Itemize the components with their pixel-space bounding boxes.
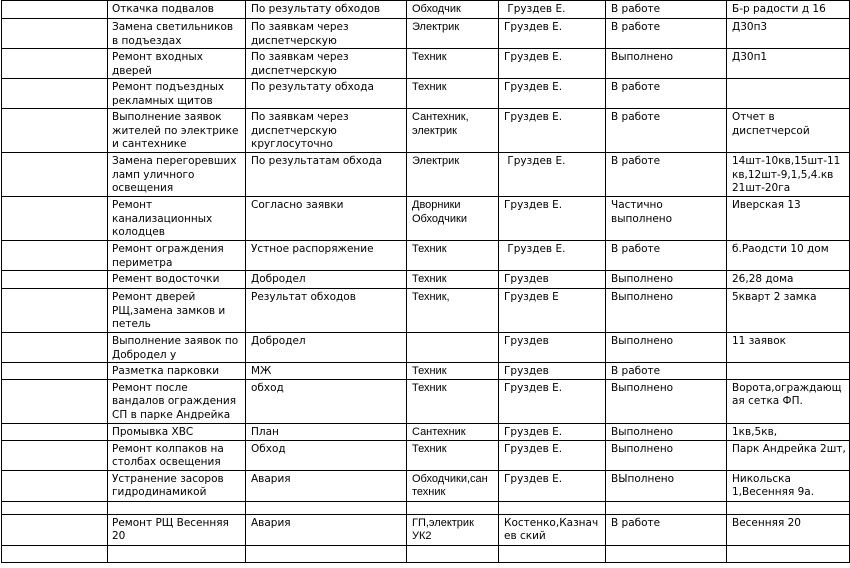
- cell-text: Электрик: [412, 155, 460, 167]
- basis-cell: [246, 440, 407, 470]
- cell-text: Груздев Е.: [504, 51, 563, 63]
- cell-text: 5кварт 2 замка: [732, 291, 817, 303]
- executor-role-cell: [407, 423, 499, 440]
- status-cell: [606, 19, 727, 49]
- task-cell: [108, 197, 246, 241]
- table-row: [2, 545, 850, 562]
- status-cell: [606, 379, 727, 423]
- responsible-cell: [499, 501, 606, 514]
- note-cell: [727, 1, 850, 19]
- note-cell: [727, 363, 850, 380]
- note-cell: [727, 19, 850, 49]
- cell-text: 26,28 дома: [732, 273, 794, 285]
- cell-text: Груздев: [504, 273, 549, 285]
- cell-text: Ремонт подъездных рекламных щитов: [112, 81, 228, 107]
- note-cell: [727, 271, 850, 289]
- cell-text: По заявкам через диспетчерскую: [251, 21, 352, 47]
- row-index-cell: [2, 197, 108, 241]
- note-cell: [727, 241, 850, 271]
- cell-text: В работе: [611, 81, 661, 93]
- cell-text: По заявкам через диспетчерскую: [251, 51, 352, 77]
- executor-role-cell: [407, 79, 499, 109]
- cell-text: 11 заявок: [732, 335, 786, 347]
- table-row: [2, 470, 850, 501]
- work-report-table: [1, 0, 850, 563]
- cell-text: Груздев Е.: [504, 199, 563, 211]
- cell-text: В работе: [611, 111, 661, 123]
- responsible-cell: [499, 197, 606, 241]
- task-cell: [108, 49, 246, 79]
- cell-text: Иверская 13: [732, 199, 801, 211]
- cell-text: Груздев Е.: [504, 425, 563, 438]
- table-row: [2, 49, 850, 79]
- status-cell: [606, 109, 727, 153]
- cell-text: В работе: [611, 516, 661, 529]
- row-index-cell: [2, 19, 108, 49]
- cell-text: Ремонт входных дверей: [112, 51, 207, 77]
- note-cell: [727, 49, 850, 79]
- responsible-cell: [499, 49, 606, 79]
- cell-text: Сантехник, электрик: [412, 111, 472, 137]
- cell-text: Отчет в диспетчерсой: [732, 111, 810, 137]
- row-index-cell: [2, 109, 108, 153]
- row-index-cell: [2, 271, 108, 289]
- cell-text: Техник: [412, 243, 447, 255]
- basis-cell: [246, 1, 407, 19]
- cell-text: Парк Андрейка 2шт,: [732, 442, 846, 455]
- task-cell: [108, 289, 246, 333]
- cell-text: Техник: [412, 51, 447, 63]
- cell-text: Ремонт после вандалов ограждения СП в парке Андрейка: [112, 381, 240, 421]
- executor-role-cell: [407, 379, 499, 423]
- cell-text: Техник: [412, 81, 447, 93]
- cell-text: Ремонт ограждения периметра: [112, 243, 228, 269]
- basis-cell: [246, 197, 407, 241]
- table-row: [2, 363, 850, 380]
- cell-text: По результату обходов: [251, 3, 381, 15]
- responsible-cell: [499, 363, 606, 380]
- cell-text: В работе: [611, 155, 661, 167]
- task-cell: [108, 241, 246, 271]
- cell-text: 14шт-10кв,15шт-11кв,12шт-9,1,5,4.кв 21шт-20га: [732, 155, 841, 194]
- cell-text: Выполнение заявок жителей по электрике и сантехнике: [112, 111, 242, 150]
- basis-cell: [246, 109, 407, 153]
- note-cell: [727, 197, 850, 241]
- cell-text: 1кв,5кв,: [732, 425, 778, 438]
- note-cell: [727, 79, 850, 109]
- cell-text: Д30п1: [732, 51, 768, 63]
- row-index-cell: [2, 363, 108, 380]
- executor-role-cell: [407, 1, 499, 19]
- cell-text: Дворники Обходчики: [412, 199, 467, 225]
- executor-role-cell: [407, 501, 499, 514]
- responsible-cell: [499, 333, 606, 363]
- cell-text: ГП,электрик УК2: [412, 516, 477, 542]
- task-cell: [108, 109, 246, 153]
- executor-role-cell: [407, 271, 499, 289]
- executor-role-cell: [407, 241, 499, 271]
- cell-text: Устранение засоров гидродинамикой: [112, 472, 228, 498]
- cell-text: Груздев Е.: [504, 381, 563, 394]
- row-index-cell: [2, 289, 108, 333]
- cell-text: Груздев Е.: [504, 81, 563, 93]
- table-row: [2, 333, 850, 363]
- responsible-cell: [499, 19, 606, 49]
- status-cell: [606, 501, 727, 514]
- responsible-cell: [499, 545, 606, 562]
- table-row: [2, 440, 850, 470]
- cell-text: Промывка ХВС: [112, 425, 194, 438]
- cell-text: Груздев Е.: [504, 111, 563, 123]
- cell-text: Согласно заявки: [251, 199, 344, 211]
- row-index-cell: [2, 423, 108, 440]
- row-index-cell: [2, 241, 108, 271]
- cell-text: Груздев: [504, 335, 549, 347]
- cell-text: Обходчик: [412, 3, 461, 15]
- status-cell: [606, 363, 727, 380]
- cell-text: Груздев Е.: [504, 21, 563, 33]
- cell-text: Электрик: [412, 21, 460, 33]
- table-row: [2, 79, 850, 109]
- cell-text: Груздев Е.: [504, 3, 566, 15]
- task-cell: [108, 1, 246, 19]
- cell-text: Добродел: [251, 335, 306, 347]
- cell-text: Ремонт РЩ Весенняя 20: [112, 516, 233, 542]
- executor-role-cell: [407, 545, 499, 562]
- cell-text: Д30п3: [732, 21, 768, 33]
- table-row: [2, 109, 850, 153]
- status-cell: [606, 545, 727, 562]
- cell-text: Груздев: [504, 365, 549, 377]
- cell-text: Устное распоряжение: [251, 243, 374, 255]
- table-row: [2, 19, 850, 49]
- cell-text: Техник,: [412, 291, 450, 303]
- cell-text: Груздев Е.: [504, 472, 563, 485]
- note-cell: [727, 379, 850, 423]
- cell-text: Замена перегоревших ламп уличного освещения: [112, 155, 240, 194]
- cell-text: Костенко,Казначев ский: [504, 516, 599, 542]
- table-row: [2, 379, 850, 423]
- note-cell: [727, 440, 850, 470]
- cell-text: Груздев Е.: [504, 155, 566, 167]
- cell-text: Выполнено: [611, 425, 674, 438]
- cell-text: Авария: [251, 516, 291, 529]
- cell-text: Откачка подвалов: [112, 3, 214, 15]
- task-cell: [108, 19, 246, 49]
- row-index-cell: [2, 440, 108, 470]
- cell-text: Ворота,ограждающая сетка ФП.: [732, 381, 842, 407]
- responsible-cell: [499, 1, 606, 19]
- basis-cell: [246, 19, 407, 49]
- cell-text: Ремонт канализационных колодцев: [112, 199, 216, 238]
- executor-role-cell: [407, 514, 499, 545]
- cell-text: Результат обходов: [251, 291, 356, 303]
- basis-cell: [246, 333, 407, 363]
- cell-text: Б-р радости д 16: [732, 3, 826, 15]
- cell-text: По заявкам через диспетчерскую круглосуточно: [251, 111, 352, 150]
- status-cell: [606, 197, 727, 241]
- cell-text: Сантехник: [412, 425, 466, 438]
- basis-cell: [246, 545, 407, 562]
- basis-cell: [246, 289, 407, 333]
- cell-text: Никольска 1,Весенняя 9а.: [732, 472, 815, 498]
- responsible-cell: [499, 153, 606, 197]
- cell-text: В работе: [611, 365, 661, 377]
- table-row: [2, 289, 850, 333]
- row-index-cell: [2, 1, 108, 19]
- basis-cell: [246, 501, 407, 514]
- executor-role-cell: [407, 333, 499, 363]
- status-cell: [606, 423, 727, 440]
- status-cell: [606, 241, 727, 271]
- executor-role-cell: [407, 470, 499, 501]
- responsible-cell: [499, 423, 606, 440]
- task-cell: [108, 153, 246, 197]
- task-cell: [108, 545, 246, 562]
- status-cell: [606, 49, 727, 79]
- cell-text: Обходчики,сан техник: [412, 472, 491, 498]
- cell-text: Груздев Е: [504, 291, 559, 303]
- row-index-cell: [2, 79, 108, 109]
- basis-cell: [246, 49, 407, 79]
- responsible-cell: [499, 289, 606, 333]
- executor-role-cell: [407, 153, 499, 197]
- row-index-cell: [2, 333, 108, 363]
- cell-text: По результату обхода: [251, 81, 374, 93]
- cell-text: План: [251, 425, 279, 438]
- executor-role-cell: [407, 289, 499, 333]
- row-index-cell: [2, 470, 108, 501]
- cell-text: Ремонт дверей РЩ,замена замков и петель: [112, 291, 229, 330]
- cell-text: Весенняя 20: [732, 516, 801, 529]
- basis-cell: [246, 423, 407, 440]
- cell-text: В работе: [611, 243, 661, 255]
- executor-role-cell: [407, 19, 499, 49]
- responsible-cell: [499, 271, 606, 289]
- cell-text: Техник: [412, 442, 447, 455]
- cell-text: Выполнение заявок по Добродел у: [112, 335, 242, 361]
- responsible-cell: [499, 440, 606, 470]
- note-cell: [727, 501, 850, 514]
- status-cell: [606, 79, 727, 109]
- status-cell: [606, 440, 727, 470]
- cell-text: Выполнено: [611, 291, 674, 303]
- row-index-cell: [2, 501, 108, 514]
- executor-role-cell: [407, 109, 499, 153]
- cell-text: Разметка парковки: [112, 365, 220, 377]
- basis-cell: [246, 514, 407, 545]
- basis-cell: [246, 153, 407, 197]
- cell-text: ВЫполнено: [611, 472, 675, 485]
- cell-text: Частично выполнено: [611, 199, 673, 225]
- task-cell: [108, 379, 246, 423]
- status-cell: [606, 1, 727, 19]
- note-cell: [727, 470, 850, 501]
- cell-text: Авария: [251, 472, 291, 485]
- table-row: [2, 1, 850, 19]
- cell-text: Замена светильников в подъездах: [112, 21, 237, 47]
- responsible-cell: [499, 470, 606, 501]
- responsible-cell: [499, 379, 606, 423]
- note-cell: [727, 289, 850, 333]
- row-index-cell: [2, 514, 108, 545]
- table-row: [2, 514, 850, 545]
- basis-cell: [246, 241, 407, 271]
- status-cell: [606, 271, 727, 289]
- responsible-cell: [499, 241, 606, 271]
- cell-text: Груздев Е.: [504, 442, 563, 455]
- task-cell: [108, 440, 246, 470]
- table-row: [2, 423, 850, 440]
- task-cell: [108, 363, 246, 380]
- cell-text: Ремонт колпаков на столбах освещения: [112, 442, 228, 468]
- basis-cell: [246, 363, 407, 380]
- task-cell: [108, 470, 246, 501]
- executor-role-cell: [407, 49, 499, 79]
- note-cell: [727, 109, 850, 153]
- executor-role-cell: [407, 197, 499, 241]
- cell-text: Техник: [412, 381, 447, 394]
- basis-cell: [246, 379, 407, 423]
- task-cell: [108, 271, 246, 289]
- row-index-cell: [2, 49, 108, 79]
- note-cell: [727, 153, 850, 197]
- responsible-cell: [499, 109, 606, 153]
- table-row: [2, 271, 850, 289]
- row-index-cell: [2, 545, 108, 562]
- cell-text: Техник: [412, 365, 447, 377]
- note-cell: [727, 514, 850, 545]
- cell-text: Добродел: [251, 273, 306, 285]
- responsible-cell: [499, 79, 606, 109]
- status-cell: [606, 289, 727, 333]
- cell-text: В работе: [611, 3, 661, 15]
- task-cell: [108, 514, 246, 545]
- note-cell: [727, 333, 850, 363]
- status-cell: [606, 153, 727, 197]
- table-row: [2, 241, 850, 271]
- basis-cell: [246, 79, 407, 109]
- note-cell: [727, 545, 850, 562]
- cell-text: Выполнено: [611, 381, 674, 394]
- task-cell: [108, 79, 246, 109]
- table-row: [2, 197, 850, 241]
- cell-text: МЖ: [251, 365, 272, 377]
- cell-text: б.Раодсти 10 дом: [732, 243, 829, 255]
- row-index-cell: [2, 379, 108, 423]
- basis-cell: [246, 470, 407, 501]
- executor-role-cell: [407, 440, 499, 470]
- cell-text: Выполнено: [611, 335, 674, 347]
- cell-text: Обход: [251, 442, 286, 455]
- status-cell: [606, 470, 727, 501]
- task-cell: [108, 333, 246, 363]
- row-index-cell: [2, 153, 108, 197]
- cell-text: обход: [251, 381, 284, 394]
- cell-text: По результатам обхода: [251, 155, 383, 167]
- cell-text: Выполнено: [611, 273, 674, 285]
- cell-text: Выполнено: [611, 442, 674, 455]
- executor-role-cell: [407, 363, 499, 380]
- note-cell: [727, 423, 850, 440]
- cell-text: Техник: [412, 273, 447, 285]
- cell-text: Груздев Е.: [504, 243, 566, 255]
- table-row: [2, 501, 850, 514]
- task-cell: [108, 423, 246, 440]
- cell-text: Ремент водосточки: [112, 273, 220, 285]
- cell-text: Выполнено: [611, 51, 674, 63]
- table-row: [2, 153, 850, 197]
- responsible-cell: [499, 514, 606, 545]
- task-cell: [108, 501, 246, 514]
- basis-cell: [246, 271, 407, 289]
- status-cell: [606, 333, 727, 363]
- status-cell: [606, 514, 727, 545]
- cell-text: В работе: [611, 21, 661, 33]
